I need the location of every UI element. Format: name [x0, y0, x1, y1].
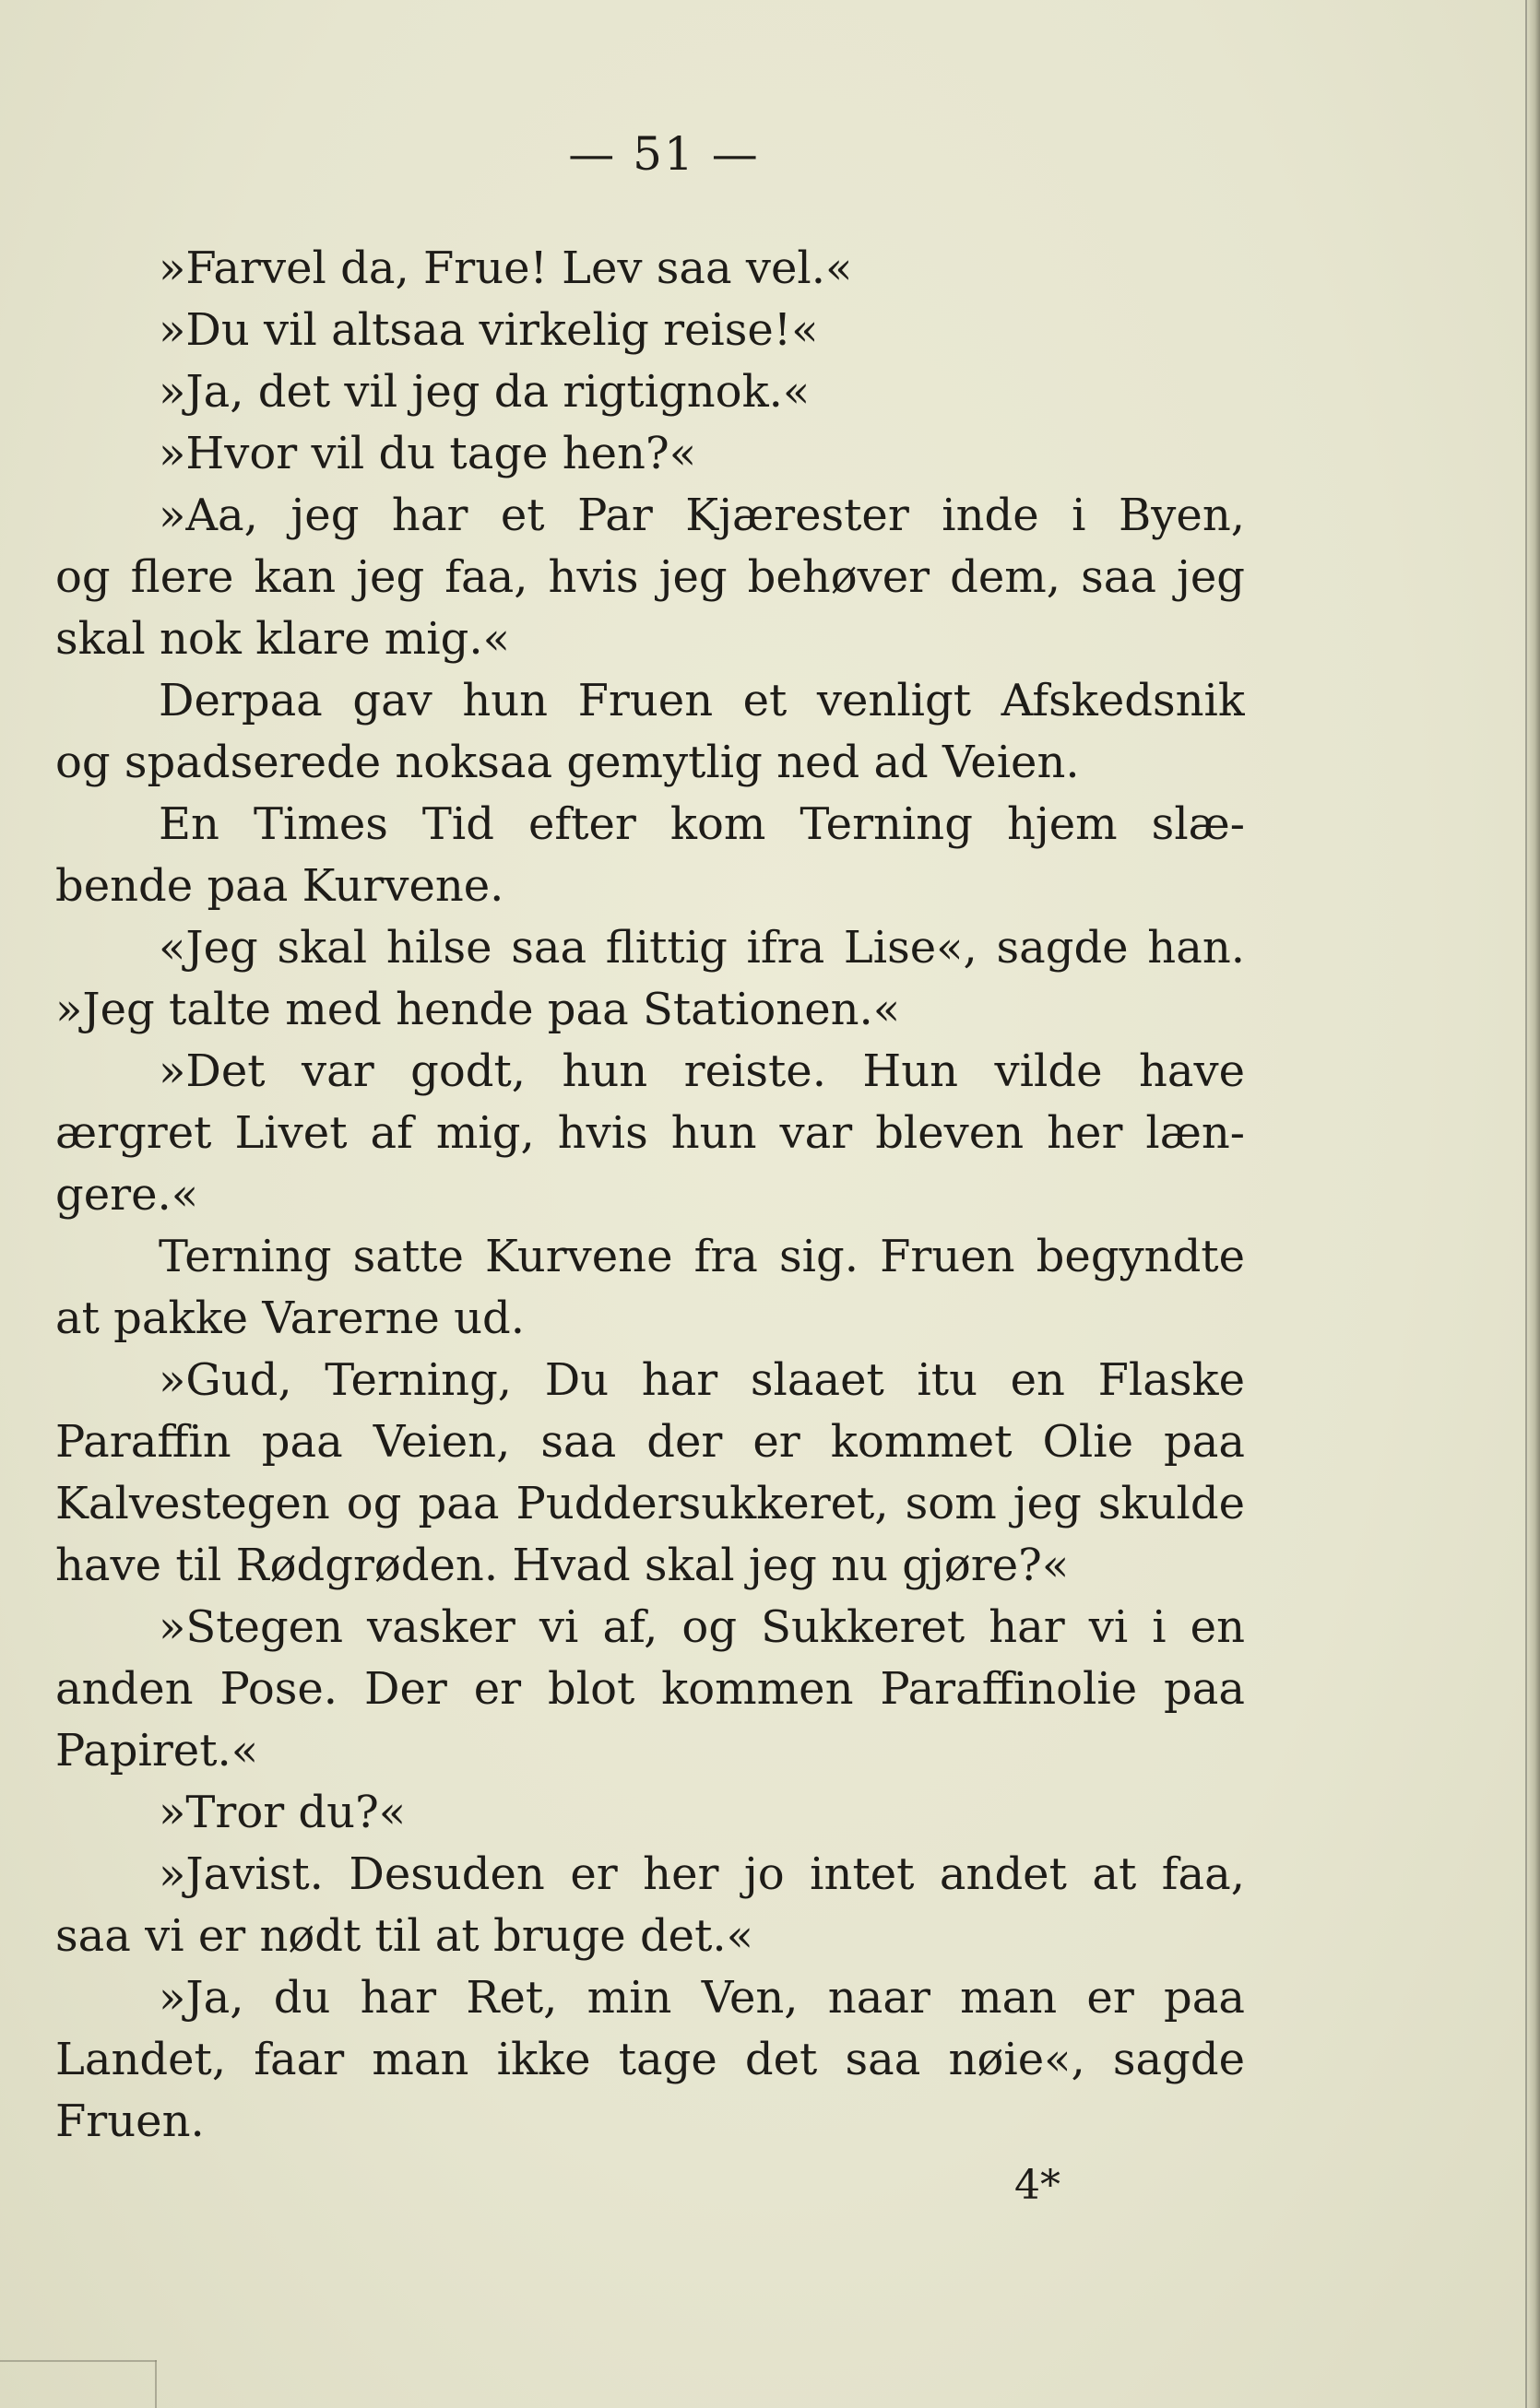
text-line: Terning satte Kurvene fra sig. Fruen begyndte [159, 1231, 1245, 1282]
text-line: Fruen. [55, 2095, 205, 2147]
text-line: »Det var godt, hun reiste. Hun vilde have [159, 1045, 1245, 1097]
text-line: saa vi er nødt til at bruge det.« [55, 1910, 753, 1962]
text-line: »Jeg talte med hende paa Stationen.« [55, 984, 901, 1035]
text-line: anden Pose. Der er blot kommen Paraffinolie paa [55, 1663, 1245, 1715]
text-line: Papiret.« [55, 1725, 259, 1776]
text-line: ærgret Livet af mig, hvis hun var bleven her læn- [55, 1107, 1245, 1159]
text-line: Landet, faar man ikke tage det saa nøie«, sagde [55, 2034, 1245, 2085]
text-line: »Farvel da, Frue! Lev saa vel.« [159, 242, 853, 294]
scan-corner-mark-vertical [155, 2360, 157, 2408]
scan-corner-mark [0, 2360, 157, 2362]
text-line: »Tror du?« [159, 1787, 407, 1838]
text-line: og flere kan jeg faa, hvis jeg behøver dem, saa jeg [55, 551, 1245, 603]
text-line: »Gud, Terning, Du har slaaet itu en Flaske [159, 1354, 1245, 1406]
text-line: gere.« [55, 1169, 199, 1221]
text-line: Paraffin paa Veien, saa der er kommet Olie paa [55, 1416, 1245, 1468]
text-line: bende paa Kurvene. [55, 860, 504, 912]
text-line: »Ja, du har Ret, min Ven, naar man er paa [159, 1972, 1245, 2024]
text-line: »Du vil altsaa virkelig reise!« [159, 304, 819, 356]
page-number: — 51 — [568, 127, 760, 181]
text-line: at pakke Varerne ud. [55, 1293, 525, 1344]
text-line: En Times Tid efter kom Terning hjem slæ- [159, 798, 1245, 850]
text-line: »Hvor vil du tage hen?« [159, 428, 697, 479]
page-edge-line [1525, 0, 1527, 2408]
text-line: og spadserede noksaa gemytlig ned ad Veien. [55, 737, 1080, 788]
text-line: skal nok klare mig.« [55, 613, 510, 665]
text-line: Kalvestegen og paa Puddersukkeret, som jeg skulde [55, 1478, 1245, 1529]
page-edge [1527, 0, 1540, 2408]
text-line: »Aa, jeg har et Par Kjærester inde i Byen, [159, 490, 1245, 541]
text-line: «Jeg skal hilse saa flittig ifra Lise«, sagde han. [159, 922, 1245, 974]
text-line: »Ja, det vil jeg da rigtignok.« [159, 366, 811, 418]
text-line: »Javist. Desuden er her jo intet andet at faa, [159, 1848, 1245, 1900]
text-line: »Stegen vasker vi af, og Sukkeret har vi i en [159, 1601, 1245, 1653]
body-text [55, 238, 1245, 2153]
signature-mark: 4* [1014, 2162, 1060, 2209]
text-line: Derpaa gav hun Fruen et venligt Afskedsnik [159, 675, 1245, 726]
text-line: have til Rødgrøden. Hvad skal jeg nu gjøre?« [55, 1540, 1070, 1591]
